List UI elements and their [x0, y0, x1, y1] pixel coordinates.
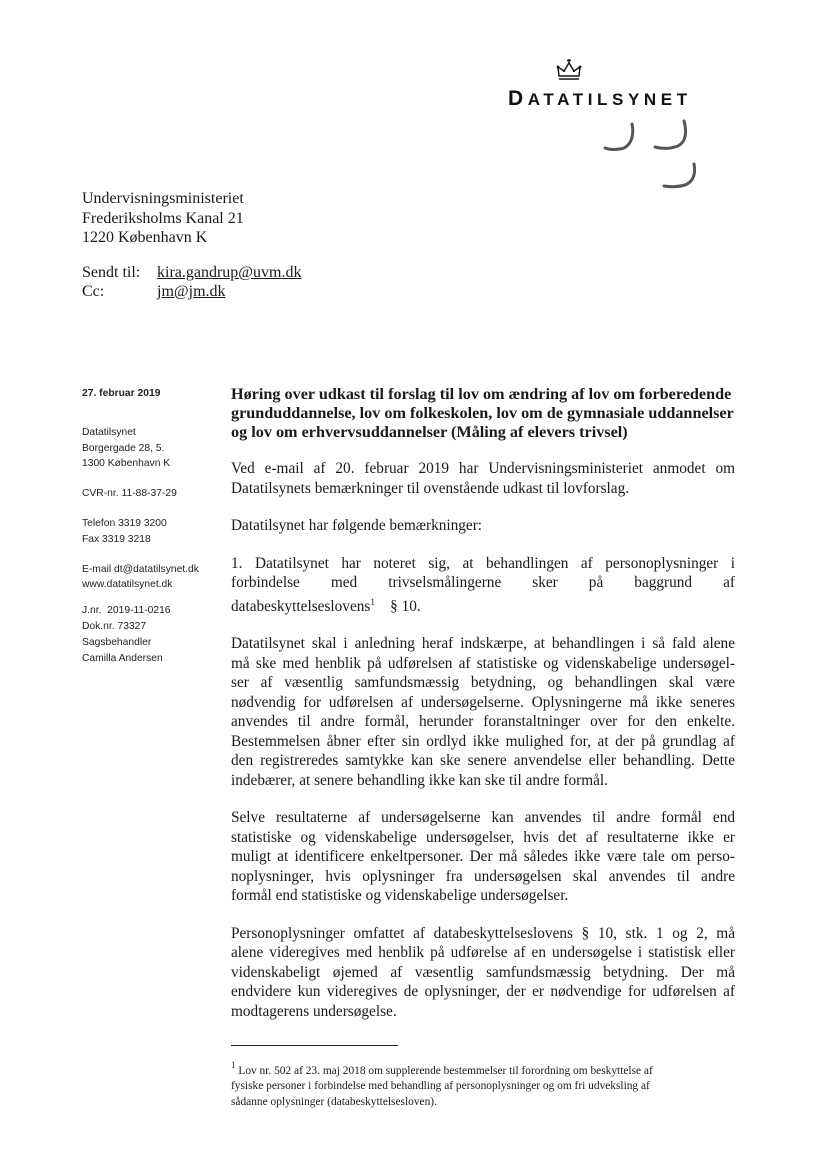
- sent-to-row: [82, 263, 301, 282]
- cc-email-link[interactable]: jm@jm.dk: [157, 283, 226, 300]
- text-line: nødvendig for udførelsen af undersøgelserne. Oplysningerne må ikke seneres: [231, 693, 735, 711]
- text-line: modtagerens undersøgelse.: [231, 1002, 397, 1020]
- text-line: må ske med henblik på udførelsen af statistiske og videnskabelige undersøgel-: [231, 654, 735, 672]
- text-line: formål end statistiske og videnskabelige undersøgelser.: [231, 887, 569, 904]
- sender-org: Datatilsynet: [82, 426, 136, 438]
- sender-fax: Fax 3319 3218: [82, 533, 151, 545]
- datatilsynet-logo: [500, 58, 728, 112]
- paragraph-intro: [231, 459, 735, 498]
- letter-date: 27. februar 2019: [82, 388, 161, 399]
- text-line: endvidere kun videregives de oplysninger, der er nødvendige for udførelsen af: [231, 983, 735, 1000]
- document-number: Dok.nr. 73327: [82, 620, 147, 632]
- text-line: Selve resultaterne af undersøgelserne kan anvendes til andre formål end: [231, 809, 735, 826]
- text-line: alene videregives med henblik på udførelse af en undersøgelse i statistisk eller: [231, 944, 735, 961]
- text-line: Datatilsynets bemærkninger til ovenstående udkast til lovforslag.: [231, 479, 630, 497]
- text-line: Personoplysninger omfattet af databeskyttelseslovens § 10, stk. 1 og 2, må: [231, 924, 735, 942]
- footnote-line: fysiske personer i forbindelse med behandling af personoplysninger og om fri udveksling af: [231, 1080, 650, 1093]
- text-line: Datatilsynet har følgende bemærkninger:: [231, 517, 483, 534]
- letter-body: [231, 385, 735, 1039]
- paragraph-enforcement: [231, 634, 735, 790]
- footnote: [231, 1058, 741, 1110]
- sender-sidebar: [82, 386, 222, 666]
- paragraph-remarks-lead: [231, 516, 735, 536]
- cc-row: [82, 282, 301, 301]
- text-line: videnskabeligt øjemed af væsentlig samfundsmæssig betydning. Der må: [231, 963, 735, 981]
- recipient-street: Frederiksholms Kanal 21: [82, 209, 244, 227]
- footnote-line: sådanne oplysninger (databeskyttelsesloven).: [231, 1095, 437, 1108]
- sent-to-block: [82, 263, 301, 301]
- sender-street: Borgergade 28, 5.: [82, 442, 165, 454]
- journal-number: J.nr. 2019-11-0216: [82, 605, 171, 617]
- footnote-text: Lov nr. 502 af 23. maj 2018 om supplerende bestemmelser til forordning om beskyttelse af: [238, 1065, 653, 1077]
- text-line: muligt at identificere enkeltpersoner. Der må således ikke være tale om perso-: [231, 848, 735, 865]
- title-line: og lov om erhvervsuddannelser (Måling af elevers trivsel): [231, 423, 628, 441]
- title-line: Høring over udkast til forslag til lov om ændring af lov om forberedende: [231, 385, 732, 403]
- law-reference: databeskyttelseslovens: [231, 597, 371, 615]
- sender-city: 1300 København K: [82, 458, 171, 470]
- sender-cvr: CVR-nr. 11-88-37-29: [82, 488, 177, 500]
- recipient-name: Undervisningsministeriet: [82, 190, 244, 207]
- footnote-line: [231, 1058, 741, 1079]
- paragraph-results: [231, 808, 735, 906]
- logo-wordmark: DATATILSYNET: [508, 87, 692, 110]
- text-line: [231, 593, 735, 617]
- sender-phone: Telefon 3319 3200: [82, 517, 167, 529]
- recipient-city: 1220 København K: [82, 229, 208, 246]
- paragraph-point-1: [231, 554, 735, 617]
- text-line: Bestemmelsen åbner efter sin ordlyd ikke mulighed for, at der på grundlag af: [231, 732, 735, 750]
- sent-to-email-link[interactable]: kira.gandrup@uvm.dk: [157, 264, 302, 281]
- text-line: den registreredes samtykke kan ske senere anvendelse eller behandling. Dette: [231, 752, 735, 769]
- recipient-address: [82, 189, 244, 248]
- sender-email: E-mail dt@datatilsynet.dk: [82, 563, 199, 575]
- title-line: grunduddannelse, lov om folkeskolen, lov om de gymnasiale uddannelser: [231, 404, 734, 422]
- footnote-number: 1: [231, 1060, 236, 1070]
- footnote-marker: 1: [370, 596, 375, 607]
- text-line: noplysninger, hvis oplysninger fra undersøgelsen skal anvendes til andre: [231, 867, 735, 885]
- case-handler-name: Camilla Andersen: [82, 652, 163, 664]
- text-line: anvendes til andre formål, herunder foranstaltninger over for den enkelte.: [231, 713, 735, 730]
- text-line: forbindelse med trivselsmålingerne sker på baggrund af: [231, 574, 735, 591]
- case-handler-label: Sagsbehandler: [82, 636, 152, 648]
- sender-website: www.datatilsynet.dk: [82, 579, 173, 591]
- text-line: ser af væsentlig samfundsmæssig betydning, og behandlingen skal være: [231, 674, 735, 691]
- text-line: Datatilsynet skal i anledning heraf indskærpe, at behandlingen i så fald alene: [231, 635, 735, 652]
- section-reference: § 10.: [390, 597, 421, 615]
- text-line: indebærer, at senere behandling ikke kan ske til andre formål.: [231, 771, 608, 789]
- text-line: 1. Datatilsynet har noteret sig, at behandlingen af personoplysninger i: [231, 554, 735, 572]
- handwritten-marks: [590, 118, 710, 198]
- text-line: statistiske og videnskabelige undersøgelser, hvis det af resultaterne ikke er: [231, 828, 735, 846]
- cc-label: Cc:: [82, 283, 105, 300]
- sent-to-label: Sendt til:: [82, 264, 141, 281]
- crown-icon: [555, 58, 583, 84]
- paragraph-disclosure: [231, 924, 735, 1022]
- letter-title: [231, 385, 735, 442]
- text-line: Ved e-mail af 20. februar 2019 har Undervisningsministeriet anmodet om: [231, 460, 735, 477]
- footnote-divider: [231, 1045, 398, 1046]
